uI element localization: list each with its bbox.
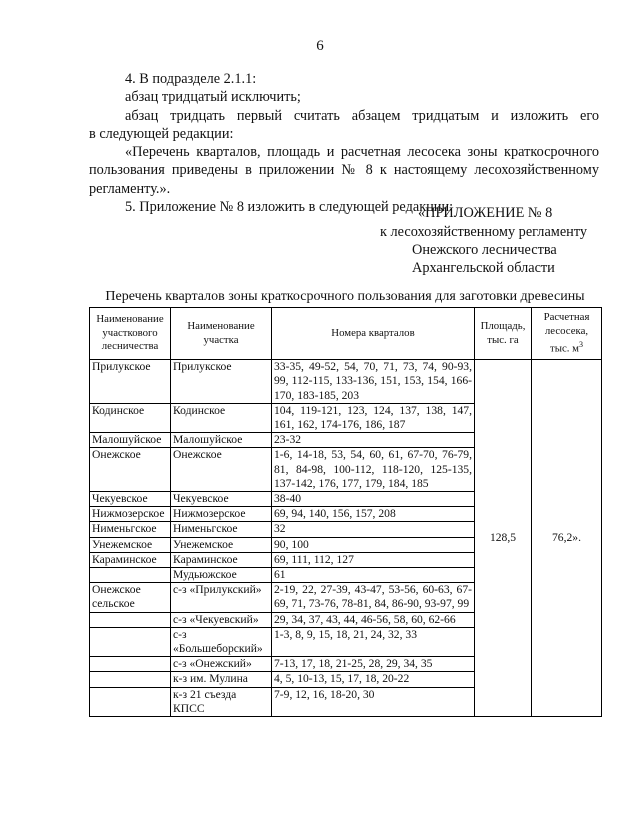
forestry-cell [90,612,171,627]
forestry-cell: Онежское сельское [90,583,171,612]
quarters-cell: 38-40 [272,491,475,506]
quarters-cell: 1-3, 8, 9, 15, 18, 21, 24, 32, 33 [272,627,475,656]
table-header-row [90,308,602,360]
site-cell: с-з «Прилукский» [171,583,272,612]
forestry-cell: Малошуйское [90,433,171,448]
paragraph: абзац тридцатый исключить; [125,89,301,106]
quarters-cell: 32 [272,522,475,537]
site-cell: Малошуйское [171,433,272,448]
paragraph: абзац тридцать первый считать абзацем тридцатым и изложить его [125,107,599,124]
quarters-cell: 29, 34, 37, 43, 44, 46-56, 58, 60, 62-66 [272,612,475,627]
quarters-table [89,307,602,717]
forestry-cell [90,687,171,716]
site-cell: Нименьгское [171,522,272,537]
paragraph: «Перечень кварталов, площадь и расчетная лесосека зоны краткосрочного пользования приведены в приложении № 8 к настоящему лесохозяйственному регламенту.». [89,144,599,197]
forestry-cell: Караминское [90,552,171,567]
header-cut-sup: 3 [579,340,583,349]
appendix-subheading: Архангельской области [412,260,555,276]
forestry-cell: Унежемское [90,537,171,552]
header-cut-text: Расчетная лесосека, тыс. м [543,311,590,355]
site-cell: Онежское [171,448,272,492]
site-cell: Караминское [171,552,272,567]
header-forestry: Наименование участкового лесничества [90,308,171,360]
forestry-cell: Прилукское [90,360,171,404]
site-cell: Кодинское [171,403,272,432]
area-value: 128,5 [475,360,532,717]
site-cell: Унежемское [171,537,272,552]
site-cell: к-з 21 съезда КПСС [171,687,272,716]
paragraph: 5. Приложение № 8 изложить в следующей редакции: [125,199,454,216]
site-cell: Нижмозерское [171,507,272,522]
appendix-subheading: Онежского лесничества [412,242,557,258]
forestry-cell: Нижмозерское [90,507,171,522]
quarters-cell: 104, 119-121, 123, 124, 137, 138, 147, 161, 162, 174-176, 186, 187 [272,403,475,432]
table-title: Перечень кварталов зоны краткосрочного пользования для заготовки древесины [105,289,585,304]
quarters-cell: 61 [272,567,475,582]
document-body [89,70,599,216]
header-cut [532,308,602,360]
quarters-cell: 4, 5, 10-13, 15, 17, 18, 20-22 [272,672,475,687]
site-cell: с-з «Чекуевский» [171,612,272,627]
forestry-cell [90,672,171,687]
cut-value: 76,2». [532,360,602,717]
quarters-cell: 33-35, 49-52, 54, 70, 71, 73, 74, 90-93, 99, 112-115, 133-136, 151, 153, 154, 166-170, 183-185, 203 [272,360,475,404]
forestry-cell: Нименьгское [90,522,171,537]
site-cell: Мудьюжское [171,567,272,582]
forestry-cell [90,657,171,672]
quarters-cell: 23-32 [272,433,475,448]
site-cell: к-з им. Мулина [171,672,272,687]
table-row [90,360,602,404]
quarters-cell: 69, 111, 112, 127 [272,552,475,567]
forestry-cell [90,627,171,656]
site-cell: с-з «Онежский» [171,657,272,672]
header-area: Площадь, тыс. га [475,308,532,360]
appendix-heading: «ПРИЛОЖЕНИЕ № 8 [418,205,553,221]
site-cell: с-з «Большеборский» [171,627,272,656]
quarters-cell: 90, 100 [272,537,475,552]
forestry-cell: Онежское [90,448,171,492]
paragraph: 4. В подразделе 2.1.1: [125,71,257,87]
quarters-cell: 2-19, 22, 27-39, 43-47, 53-56, 60-63, 67-69, 71, 73-76, 78-81, 84, 86-90, 93-97, 99 [272,583,475,612]
paragraph: в следующей редакции: [89,125,234,142]
quarters-cell: 7-13, 17, 18, 21-25, 28, 29, 34, 35 [272,657,475,672]
quarters-cell: 1-6, 14-18, 53, 54, 60, 61, 67-70, 76-79, 81, 84-98, 100-112, 118-120, 125-135, 137-142, 176, 177, 179, 184, 185 [272,448,475,492]
appendix-subheading: к лесохозяйственному регламенту [380,224,588,240]
quarters-cell: 7-9, 12, 16, 18-20, 30 [272,687,475,716]
forestry-cell: Чекуевское [90,491,171,506]
forestry-cell: Кодинское [90,403,171,432]
site-cell: Прилукское [171,360,272,404]
header-quarters: Номера кварталов [272,308,475,360]
site-cell: Чекуевское [171,491,272,506]
quarters-cell: 69, 94, 140, 156, 157, 208 [272,507,475,522]
forestry-cell [90,567,171,582]
header-site: Наименование участка [171,308,272,360]
page-number: 6 [316,38,324,54]
